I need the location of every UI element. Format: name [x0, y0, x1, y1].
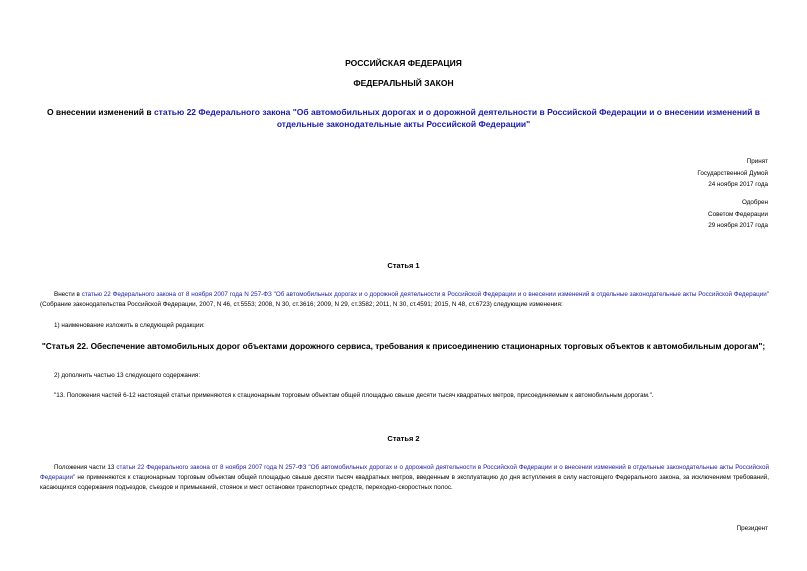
law-title: [40, 107, 767, 130]
approved-date: 29 ноября 2017 года: [708, 222, 768, 229]
country-heading: РОССИЙСКАЯ ФЕДЕРАЦИЯ: [345, 58, 462, 68]
article1-heading: Статья 1: [387, 261, 420, 270]
article1-intro-link[interactable]: статью 22 Федерального закона от 8 ноября 2007 года N 257-ФЗ "Об автомобильных дорогах и о дорожной деятельности в Российской Федерации и о внесении изменений в отдельные законодательные акты Российской Федерации": [81, 291, 769, 298]
approval-block: [568, 197, 768, 232]
accepted-by: Государственной Думой: [697, 169, 768, 177]
law-title-link[interactable]: статью 22 Федерального закона "Об автомобильных дорогах и о дорожной деятельности в Российской Федерации и о внесении изменений в отдельные законодательные акты Российской Федерации": [153, 107, 761, 129]
article2-heading: Статья 2: [387, 434, 420, 443]
article1-item1: 1) наименование изложить в следующей редакции:: [54, 322, 205, 329]
adoption-block: [568, 156, 768, 191]
accepted-date: 24 ноября 2017 года: [708, 181, 768, 188]
article1-item2: 2) дополнить частью 13 следующего содержания:: [54, 372, 201, 379]
accepted-label: Принят: [746, 158, 768, 165]
article1-intro-prefix: Внести в: [54, 291, 82, 298]
article2-suffix: не применяются к стационарным торговым объектам общей площадью свыше десяти тысяч квадратных метров, введенным в эксплуатацию до дня вступления в силу настоящего Федерального закона, за исключением требований, касающихся содержания подъездов, съездов и примыканий, стоянок и мест остановки транспортных средств, переходно-скоростных полос.: [40, 474, 769, 491]
article1-intro-suffix: (Собрание законодательства Российской Федерации, 2007, N 46, ст.5553; 2008, N 30, ст.3616; 2009, N 29, ст.3582; 2011, N 30, ст.4591; 2015, N 48, ст.6723) следующие изменения:: [40, 301, 563, 308]
approved-label: Одобрен: [741, 199, 768, 206]
article2-link[interactable]: статьи 22 Федерального закона от 8 ноября 2007 года N 257-ФЗ "Об автомобильных дорогах и о дорожной деятельности в Российской Федерации и о внесении изменений в отдельные законодательные акты Российской Федерации": [40, 464, 769, 481]
president-signature: Президент: [736, 525, 768, 532]
article2-text: [40, 463, 769, 493]
article1-intro: [40, 290, 769, 310]
article2-prefix: Положения части 13: [54, 464, 117, 471]
article1-new-title: "Статья 22. Обеспечение автомобильных дорог объектами дорожного сервиса, требования к присоединению стационарных торговых объектов к автомобильным дорогам";: [41, 341, 766, 351]
law-title-prefix: О внесении изменений в: [46, 107, 154, 117]
approved-by: Советом Федерации: [708, 210, 768, 218]
document-type-heading: ФЕДЕРАЛЬНЫЙ ЗАКОН: [353, 78, 454, 88]
article1-part13: "13. Положения частей 6-12 настоящей статьи применяются к стационарным торговым объектам общей площадью свыше десяти тысяч квадратных метров, присоединяемым к автомобильным дорогам.".: [54, 392, 654, 399]
